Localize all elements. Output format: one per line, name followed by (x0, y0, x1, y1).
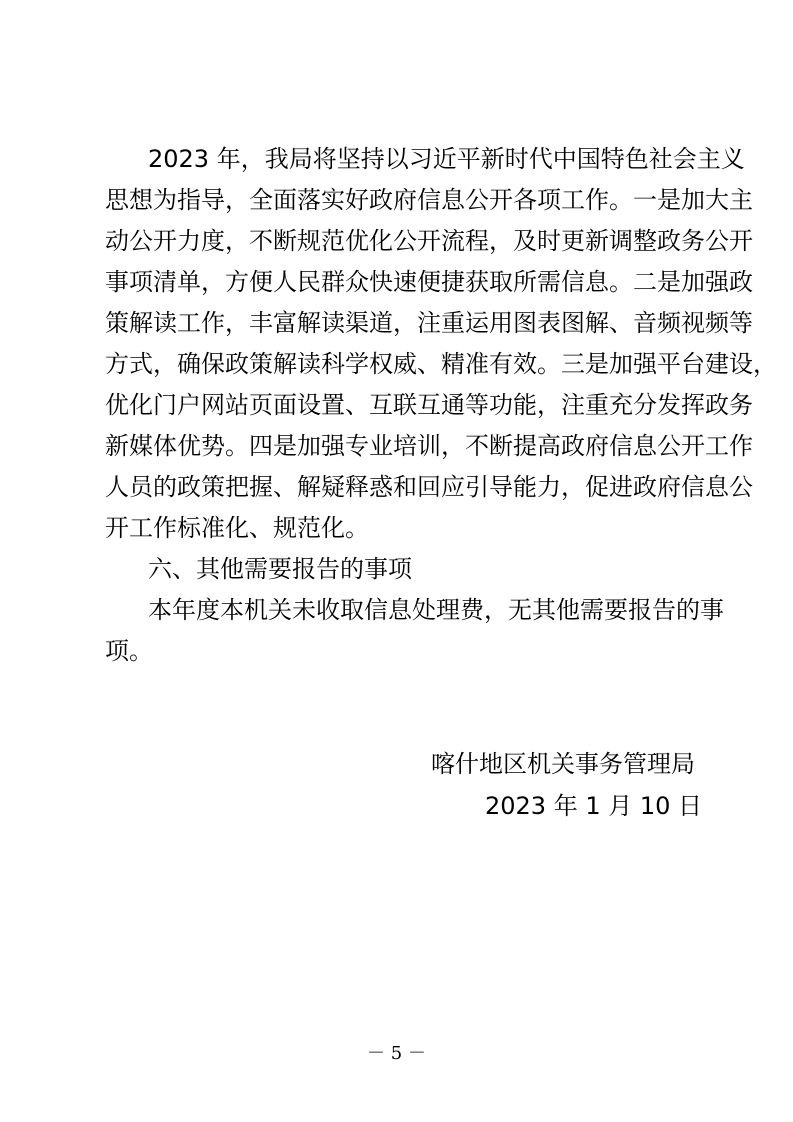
paragraph-2-line: 项。 (105, 637, 153, 665)
paragraph-1-line: 新媒体优势。四是加强专业培训，不断提高政府信息公开工作 (105, 432, 753, 460)
paragraph-1-line: 优化门户网站页面设置、互联互通等功能，注重充分发挥政务 (105, 391, 753, 419)
paragraph-1-line: 方式，确保政策解读科学权威、精准有效。三是加强平台建设， (105, 350, 777, 378)
signature-organization: 喀什地区机关事务管理局 (431, 750, 695, 778)
paragraph-1-line: 人员的政策把握、解疑释惑和回应引导能力，促进政府信息公 (105, 473, 753, 501)
section-heading: 六、其他需要报告的事项 (148, 555, 412, 583)
paragraph-1-line: 动公开力度，不断规范优化公开流程，及时更新调整政务公开 (105, 227, 753, 255)
paragraph-1-line: 思想为指导，全面落实好政府信息公开各项工作。一是加大主 (105, 186, 753, 214)
signature-date: 2023 年 1 月 10 日 (485, 792, 703, 820)
page-number: － 5 － (367, 1043, 426, 1064)
paragraph-1-line: 事项清单，方便人民群众快速便捷获取所需信息。二是加强政 (105, 268, 753, 296)
paragraph-1-line: 策解读工作，丰富解读渠道，注重运用图表图解、音频视频等 (105, 309, 753, 337)
paragraph-2-line: 本年度本机关未收取信息处理费，无其他需要报告的事 (148, 596, 724, 624)
paragraph-1-line: 开工作标准化、规范化。 (105, 514, 369, 542)
paragraph-1-line: 2023 年，我局将坚持以习近平新时代中国特色社会主义 (148, 145, 745, 173)
